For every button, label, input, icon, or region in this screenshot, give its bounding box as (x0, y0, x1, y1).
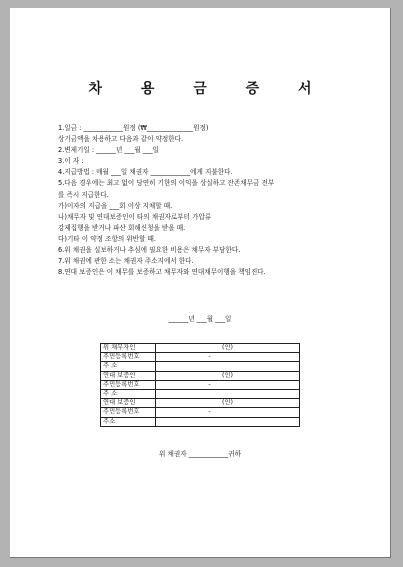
debtor-label: 위 채무자인 (101, 344, 156, 353)
document-date: ______년 ___월 ___일 (168, 315, 232, 323)
table-row (101, 389, 300, 398)
document-title: 차 용 금 증 서 (88, 81, 329, 97)
clause-jurisdiction: 7.위 채권에 관한 소는 채권자 주소지에서 한다. (58, 257, 194, 266)
guarantor1-address-label: 주 소 (101, 389, 156, 398)
debtor-address-label: 주 소 (101, 362, 156, 371)
clause-amount: 1.일금 : ____________원정 (₩______________원정) (58, 124, 209, 132)
clause-interest: 3.이 자 : (58, 157, 84, 166)
guarantor2-address-label: 주소 (101, 417, 156, 426)
table-row (101, 362, 300, 371)
clause-due-date: 2.변제기일 : ______년 ___월 ___일 (58, 146, 160, 155)
guarantor1-label: 연대 보증인 (101, 371, 156, 380)
table-row (101, 417, 300, 426)
clause-acceleration-cont: 를 즉시 지급한다. (58, 190, 109, 199)
guarantor2-seal: (인) (156, 399, 300, 408)
debtor-id-label: 주민등록번호 (101, 353, 156, 362)
guarantor2-address-value (156, 417, 300, 426)
table-row (101, 371, 300, 380)
guarantor1-seal: (인) (156, 371, 300, 380)
clause-guarantor: 8.연대 보증인은 이 채무를 보증하고 채무자와 연대채무이행을 책임진다. (58, 268, 266, 277)
guarantor1-id-value: - (208, 380, 211, 388)
document-page (10, 8, 391, 558)
clause-acceleration: 5.다음 경우에는 최고 없이 당연히 기한의 이익을 상실하고 잔존채무금 전부 (58, 179, 275, 188)
clause-payment-method: 4.지급방법 : 매월 ___일 채권자 ____________에게 지불한다. (58, 168, 233, 177)
debtor-address-value (156, 362, 300, 371)
clause-sub-b-cont: 강제집행을 받거나 파산 회해신청을 받을 때. (58, 223, 186, 232)
clause-sub-a: 가)이자의 지급을 ___회 이상 지체할 때. (58, 201, 173, 210)
clause-amount-note: 상기금액을 차용하고 다음과 같이 약정한다. (58, 135, 184, 144)
table-row (101, 399, 300, 408)
creditor-line: 위 채권자 ____________귀하 (159, 450, 241, 458)
table-row (101, 380, 300, 389)
clause-sub-c: 다)기타 이 약정 조항의 위반할 때. (58, 234, 156, 243)
document-body (58, 123, 378, 278)
guarantor1-address-value (156, 389, 300, 398)
debtor-id-value: - (208, 353, 211, 361)
guarantor1-id-label: 주민등록번호 (101, 380, 156, 389)
clause-costs: 6.위 채권을 실보하거나 추심에 필요한 비용은 채무자 부담한다. (58, 246, 241, 255)
table-row (101, 408, 300, 417)
clause-sub-b: 나)채무자 및 연대보증인이 타의 채권자로부터 가압류 (58, 212, 212, 221)
debtor-seal: (인) (156, 344, 300, 353)
table-row (101, 353, 300, 362)
table-row (101, 344, 300, 353)
guarantor2-id-label: 주민등록번호 (101, 408, 156, 417)
guarantor2-id-value: - (208, 408, 211, 416)
signers-table (100, 343, 300, 427)
guarantor2-label: 연대 보증인 (101, 399, 156, 408)
